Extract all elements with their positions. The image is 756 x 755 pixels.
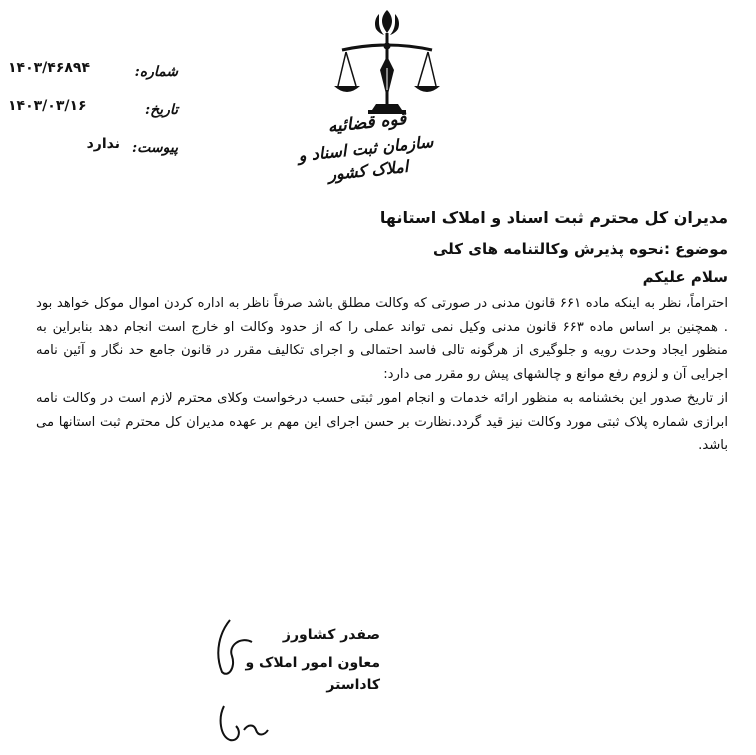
date-label: تاریخ: <box>144 102 178 118</box>
signature-block <box>190 624 380 696</box>
date-row <box>8 94 178 132</box>
organization-name: سازمان ثبت اسناد و املاک کشور <box>297 132 435 185</box>
initials-scribble-icon <box>214 696 274 746</box>
addressee: مدیران کل محترم ثبت اسناد و املاک استانها <box>379 208 728 227</box>
subject-label: موضوع : <box>663 240 728 258</box>
attachment-value: ندارد <box>86 136 120 152</box>
number-row <box>8 56 178 94</box>
number-value: ۱۴۰۳/۴۶۸۹۴ <box>8 60 91 76</box>
signatory-name: صفدر کشاورز <box>282 627 380 643</box>
date-value: ۱۴۰۳/۰۳/۱۶ <box>8 98 87 114</box>
paragraph-1: احتراماً، نظر به اینکه ماده ۶۶۱ قانون مدنی در صورتی که وکالت مطلق باشد صرفاً ناظر به اداره کردن اموال موکل خواهد بود . همچنین بر اساس ماده ۶۶۳ قانون مدنی وکیل نمی تواند عملی را که از حدود وکالت او خارج است انجام دهد بنابراین به منظور ایجاد وحدت رویه و جلوگیری از هرگونه تالی فاسد احتمالی و اجرای تکالیف مقرر در قانون جامع حد نگار و آئین نامه اجرایی آن و لزوم رفع موانع و چالشهای پیش رو مقرر می دارد: <box>36 296 728 383</box>
subject-text: نحوه پذیرش وکالتنامه های کلی <box>433 240 664 258</box>
paragraph-2: از تاریخ صدور این بخشنامه به منظور ارائه خدمات و انجام امور ثبتی حسب درخواست وکلای محترم لازم است در وکالت نامه ابرازی شماره پلاک ثبتی مورد وکالت نیز قید گردد.نظارت بر حسن اجرای این مهم بر عهده مدیران کل محترم ثبت استانها می باشد. <box>36 390 728 454</box>
greeting: سلام علیکم <box>642 268 728 286</box>
letter-body <box>36 200 728 458</box>
judiciary-title: قوه قضائیه <box>326 108 408 138</box>
signatory-title: معاون امور املاک و کاداستر <box>245 655 380 693</box>
subject-line <box>36 238 728 260</box>
attachment-label: پیوست: <box>132 140 178 156</box>
letter-meta <box>8 56 178 170</box>
number-label: شماره: <box>134 64 178 80</box>
organization-header <box>292 108 442 185</box>
attachment-row <box>8 132 178 170</box>
